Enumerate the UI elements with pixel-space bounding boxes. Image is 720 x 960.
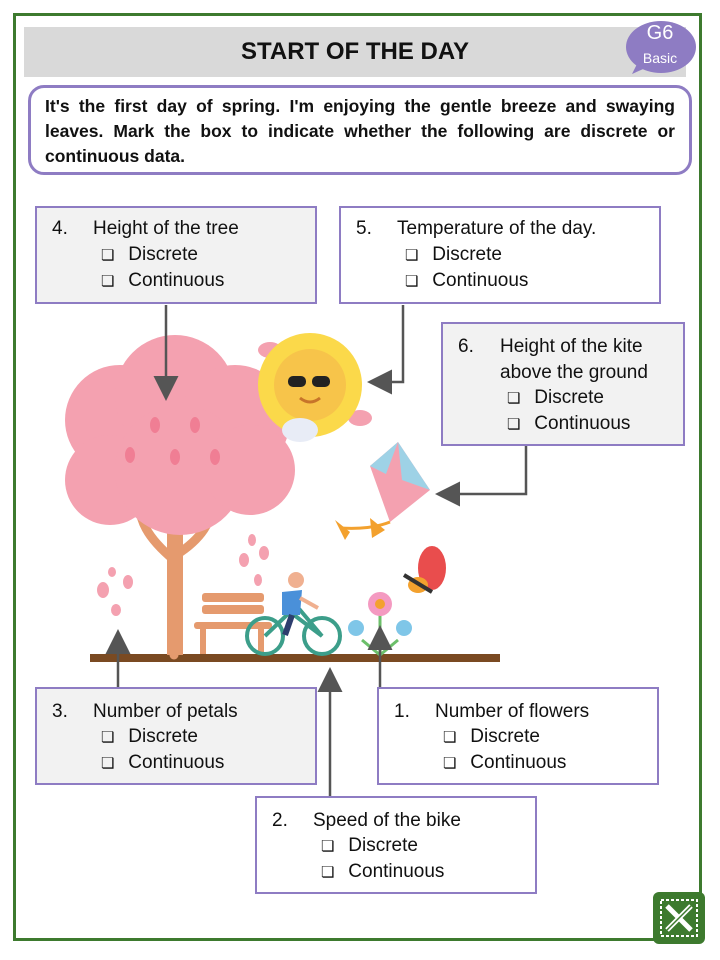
question-1-box [377,687,659,785]
question-2-box [255,796,537,894]
option-label: Discrete [470,726,540,747]
checkbox-icon[interactable]: ❏ [405,273,419,290]
level-label: Basic [642,50,678,66]
bench [194,593,272,654]
kite [335,442,430,540]
checkbox-icon[interactable]: ❏ [101,247,115,264]
option-discrete[interactable] [507,387,604,409]
question-3-box [35,687,317,785]
question-5-box [339,206,661,304]
question-4-box [35,206,317,304]
option-discrete[interactable] [443,726,540,748]
checkbox-icon[interactable]: ❏ [507,416,521,433]
checkbox-icon[interactable]: ❏ [321,864,335,881]
checkbox-icon[interactable]: ❏ [507,390,521,407]
pencil-ruler-icon [653,892,705,944]
option-discrete[interactable] [101,726,198,748]
tree-canopy [65,335,295,535]
ground-line [90,654,500,662]
question-text: Speed of the bike [313,810,461,831]
checkbox-icon[interactable]: ❏ [101,273,115,290]
question-6-box [441,322,685,446]
question-text: Number of flowers [435,701,590,722]
question-text: Height of the kite [500,336,643,357]
option-label: Discrete [432,244,502,265]
option-continuous[interactable] [443,752,566,774]
checkbox-icon[interactable]: ❏ [101,755,115,772]
question-number: 5. [356,218,372,239]
question-number: 2. [272,810,288,831]
butterfly [404,546,446,593]
intro-instructions: It's the first day of spring. I'm enjoying the gentle breeze and swaying leaves. Mark the box to indicate whether the following are discrete or continuous data. [28,85,692,175]
question-text: Height of the tree [93,218,239,239]
question-text: Number of petals [93,701,238,722]
option-label: Continuous [534,413,631,434]
checkbox-icon[interactable]: ❏ [321,838,335,855]
option-continuous[interactable] [321,861,444,883]
option-label: Continuous [432,270,529,291]
checkbox-icon[interactable]: ❏ [443,729,457,746]
checkbox-icon[interactable]: ❏ [101,729,115,746]
option-label: Discrete [348,835,418,856]
option-continuous[interactable] [507,413,630,435]
option-continuous[interactable] [101,752,224,774]
question-number: 4. [52,218,68,239]
page-title: START OF THE DAY [240,38,469,65]
option-label: Continuous [128,270,225,291]
option-label: Discrete [534,387,604,408]
option-discrete[interactable] [405,244,502,266]
question-number: 6. [458,336,474,357]
grade-label: G6 [646,22,674,44]
option-discrete[interactable] [101,244,198,266]
question-number: 3. [52,701,68,722]
option-label: Continuous [128,752,225,773]
option-label: Discrete [128,726,198,747]
option-discrete[interactable] [321,835,418,857]
option-continuous[interactable] [405,270,528,292]
checkbox-icon[interactable]: ❏ [405,247,419,264]
checkbox-icon[interactable]: ❏ [443,755,457,772]
question-text-line-2: above the ground [500,362,648,383]
option-label: Discrete [128,244,198,265]
option-continuous[interactable] [101,270,224,292]
option-label: Continuous [348,861,445,882]
question-text: Temperature of the day. [397,218,597,239]
question-number: 1. [394,701,410,722]
option-label: Continuous [470,752,567,773]
